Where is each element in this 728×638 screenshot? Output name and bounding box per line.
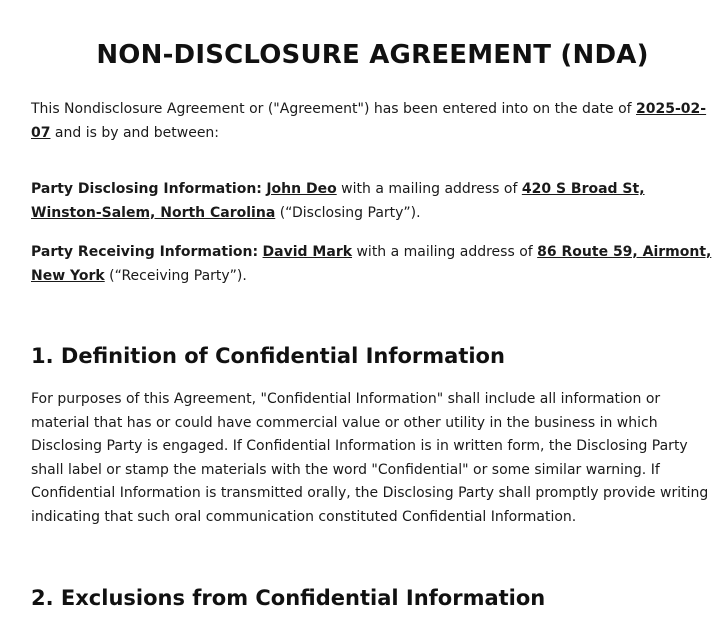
section-1-heading: 1. Definition of Confidential Information	[31, 344, 505, 368]
agreement-date[interactable]: 2025-02-07	[31, 101, 707, 141]
disclosing-party-address[interactable]: 420 S Broad St, Winston-Salem, North Carolina	[31, 181, 645, 221]
receiving-party-address[interactable]: 86 Route 59, Airmont, New York	[31, 244, 712, 284]
intro-paragraph	[31, 98, 714, 145]
disclosing-party-mid-text: with a mailing address of	[336, 181, 522, 197]
document-title: NON-DISCLOSURE AGREEMENT (NDA)	[96, 40, 649, 70]
receiving-party-label: Party Receiving Information:	[31, 244, 259, 260]
receiving-party-mid-text: with a mailing address of	[352, 244, 538, 260]
disclosing-party-name[interactable]: John Deo	[266, 181, 337, 197]
receiving-party-name[interactable]: David Mark	[262, 244, 353, 260]
intro-text-after: and is by and between:	[50, 124, 220, 141]
receiving-party-suffix: (“Receiving Party”).	[104, 267, 247, 284]
section-1-body: For purposes of this Agreement, "Confidential Information" shall include all information or material that has or could have commercial value or other utility in the business in which Disclosing Party is engaged. If Confidential Information is in written form, the Disclosing Party shall label or stamp the materials with the word "Confidential" or some similar warning. If Confidential Information is transmitted orally, the Disclosing Party shall promptly provide writing indicating that such oral communication constituted Confidential Information.	[31, 391, 709, 525]
disclosing-party-label: Party Disclosing Information:	[31, 181, 262, 197]
receiving-party-paragraph	[31, 241, 714, 288]
disclosing-party-suffix: (“Disclosing Party”).	[275, 204, 421, 221]
disclosing-party-paragraph	[31, 178, 714, 225]
intro-text-before: This Nondisclosure Agreement or ("Agreement") has been entered into on the date of	[31, 101, 637, 117]
section-2-heading: 2. Exclusions from Confidential Information	[31, 586, 546, 610]
